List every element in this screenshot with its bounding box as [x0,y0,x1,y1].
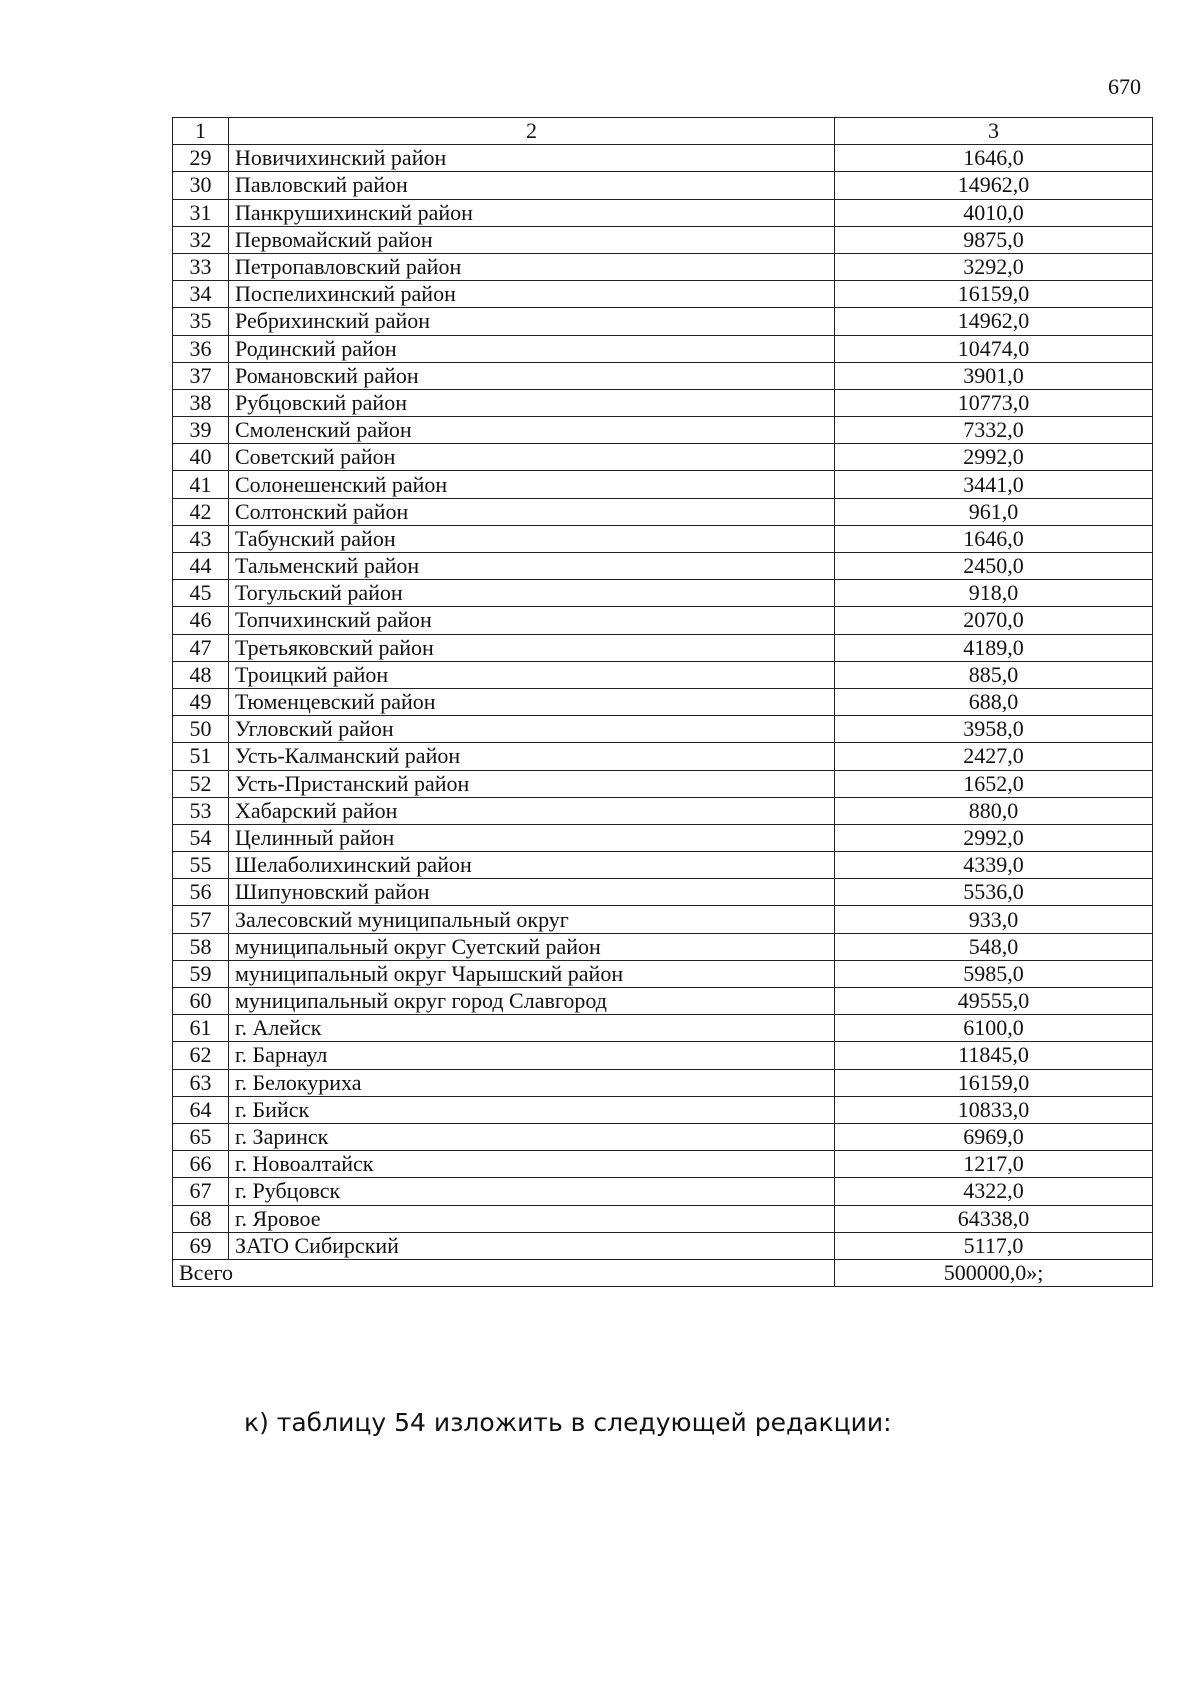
row-name-cell: муниципальный округ Суетский район [229,933,835,960]
row-value-cell: 2427,0 [835,743,1153,770]
row-number-cell: 50 [173,716,229,743]
table-row [173,716,1153,743]
table-row [173,1015,1153,1042]
table-row [173,879,1153,906]
table-row [173,988,1153,1015]
table-row [173,661,1153,688]
row-number-cell: 53 [173,797,229,824]
row-value-cell: 4339,0 [835,852,1153,879]
row-number-cell: 32 [173,226,229,253]
table-row [173,1096,1153,1123]
row-name-cell: Тальменский район [229,553,835,580]
row-value-cell: 5985,0 [835,960,1153,987]
row-number-cell: 41 [173,471,229,498]
row-value-cell: 10773,0 [835,389,1153,416]
table-row [173,281,1153,308]
row-number-cell: 45 [173,580,229,607]
row-value-cell: 3292,0 [835,253,1153,280]
row-number-cell: 67 [173,1178,229,1205]
row-number-cell: 47 [173,634,229,661]
row-name-cell: Смоленский район [229,417,835,444]
row-name-cell: г. Заринск [229,1123,835,1150]
row-value-cell: 2070,0 [835,607,1153,634]
table-row [173,607,1153,634]
row-name-cell: Хабарский район [229,797,835,824]
row-value-cell: 10833,0 [835,1096,1153,1123]
row-name-cell: Шипуновский район [229,879,835,906]
row-name-cell: Тюменцевский район [229,688,835,715]
row-number-cell: 62 [173,1042,229,1069]
row-value-cell: 880,0 [835,797,1153,824]
table-row [173,389,1153,416]
row-number-cell: 54 [173,824,229,851]
row-number-cell: 64 [173,1096,229,1123]
table-body [173,118,1153,1287]
table-row [173,253,1153,280]
row-number-cell: 36 [173,335,229,362]
row-number-cell: 30 [173,172,229,199]
row-number-cell: 59 [173,960,229,987]
row-number-cell: 39 [173,417,229,444]
table-row [173,199,1153,226]
row-name-cell: Советский район [229,444,835,471]
row-number-cell: 46 [173,607,229,634]
row-value-cell: 1646,0 [835,145,1153,172]
allocation-table [172,117,1153,1287]
row-name-cell: Угловский район [229,716,835,743]
row-value-cell: 5117,0 [835,1232,1153,1259]
row-value-cell: 6100,0 [835,1015,1153,1042]
row-name-cell: Поспелихинский район [229,281,835,308]
table-row [173,1069,1153,1096]
row-value-cell: 961,0 [835,498,1153,525]
row-name-cell: г. Белокуриха [229,1069,835,1096]
row-name-cell: Солтонский район [229,498,835,525]
row-value-cell: 918,0 [835,580,1153,607]
row-name-cell: Усть-Калманский район [229,743,835,770]
instruction-text: к) таблицу 54 изложить в следующей редакции: [244,1408,892,1437]
row-name-cell: Рубцовский район [229,389,835,416]
row-number-cell: 44 [173,553,229,580]
table-row [173,308,1153,335]
row-name-cell: Усть-Пристанский район [229,770,835,797]
table-row [173,417,1153,444]
row-name-cell: г. Новоалтайск [229,1151,835,1178]
row-value-cell: 9875,0 [835,226,1153,253]
row-number-cell: 63 [173,1069,229,1096]
table-total-row [173,1259,1153,1286]
row-name-cell: Шелаболихинский район [229,852,835,879]
table-row [173,960,1153,987]
row-name-cell: Первомайский район [229,226,835,253]
row-name-cell: Тогульский район [229,580,835,607]
row-value-cell: 3958,0 [835,716,1153,743]
row-number-cell: 69 [173,1232,229,1259]
row-number-cell: 37 [173,362,229,389]
row-value-cell: 2992,0 [835,824,1153,851]
row-value-cell: 933,0 [835,906,1153,933]
row-name-cell: муниципальный округ Чарышский район [229,960,835,987]
table-row [173,172,1153,199]
row-value-cell: 2450,0 [835,553,1153,580]
row-number-cell: 49 [173,688,229,715]
row-value-cell: 3901,0 [835,362,1153,389]
row-number-cell: 38 [173,389,229,416]
row-value-cell: 1217,0 [835,1151,1153,1178]
row-number-cell: 43 [173,525,229,552]
table-row [173,770,1153,797]
row-number-cell: 42 [173,498,229,525]
row-number-cell: 52 [173,770,229,797]
table-row [173,1232,1153,1259]
row-value-cell: 11845,0 [835,1042,1153,1069]
row-number-cell: 58 [173,933,229,960]
row-number-cell: 31 [173,199,229,226]
row-name-cell: г. Рубцовск [229,1178,835,1205]
row-number-cell: 56 [173,879,229,906]
row-number-cell: 51 [173,743,229,770]
row-name-cell: муниципальный округ город Славгород [229,988,835,1015]
table-row [173,1123,1153,1150]
row-number-cell: 68 [173,1205,229,1232]
table-row [173,580,1153,607]
row-name-cell: г. Яровое [229,1205,835,1232]
row-name-cell: Третьяковский район [229,634,835,661]
row-value-cell: 1646,0 [835,525,1153,552]
row-value-cell: 3441,0 [835,471,1153,498]
row-number-cell: 60 [173,988,229,1015]
row-name-cell: Новичихинский район [229,145,835,172]
table-row [173,471,1153,498]
row-value-cell: 14962,0 [835,308,1153,335]
total-value-cell: 500000,0»; [835,1259,1153,1286]
row-value-cell: 885,0 [835,661,1153,688]
header-cell-name: 2 [229,118,835,145]
row-value-cell: 2992,0 [835,444,1153,471]
row-number-cell: 61 [173,1015,229,1042]
row-name-cell: Родинский район [229,335,835,362]
table-row [173,634,1153,661]
table-header-row [173,118,1153,145]
row-value-cell: 49555,0 [835,988,1153,1015]
row-name-cell: Романовский район [229,362,835,389]
row-value-cell: 5536,0 [835,879,1153,906]
table-row [173,1042,1153,1069]
row-number-cell: 40 [173,444,229,471]
table-row [173,145,1153,172]
table-row [173,852,1153,879]
row-number-cell: 48 [173,661,229,688]
row-name-cell: г. Барнаул [229,1042,835,1069]
page-number: 670 [1108,74,1141,99]
row-number-cell: 35 [173,308,229,335]
row-name-cell: ЗАТО Сибирский [229,1232,835,1259]
row-number-cell: 55 [173,852,229,879]
row-value-cell: 688,0 [835,688,1153,715]
table-row [173,362,1153,389]
row-name-cell: Троицкий район [229,661,835,688]
table-row [173,335,1153,362]
row-value-cell: 64338,0 [835,1205,1153,1232]
row-value-cell: 6969,0 [835,1123,1153,1150]
table-row [173,1205,1153,1232]
row-value-cell: 16159,0 [835,281,1153,308]
row-name-cell: Топчихинский район [229,607,835,634]
table-row [173,498,1153,525]
table-row [173,1151,1153,1178]
table-row [173,525,1153,552]
row-name-cell: Панкрушихинский район [229,199,835,226]
table-row [173,1178,1153,1205]
row-value-cell: 16159,0 [835,1069,1153,1096]
row-number-cell: 34 [173,281,229,308]
row-name-cell: Петропавловский район [229,253,835,280]
table-row [173,797,1153,824]
row-name-cell: Ребрихинский район [229,308,835,335]
table-row [173,933,1153,960]
row-value-cell: 4189,0 [835,634,1153,661]
table-row [173,906,1153,933]
row-number-cell: 33 [173,253,229,280]
row-value-cell: 10474,0 [835,335,1153,362]
row-value-cell: 4322,0 [835,1178,1153,1205]
row-value-cell: 7332,0 [835,417,1153,444]
total-label-cell: Всего [173,1259,835,1286]
row-number-cell: 65 [173,1123,229,1150]
row-name-cell: Залесовский муниципальный округ [229,906,835,933]
row-number-cell: 57 [173,906,229,933]
header-cell-value: 3 [835,118,1153,145]
row-value-cell: 1652,0 [835,770,1153,797]
row-name-cell: Целинный район [229,824,835,851]
row-name-cell: г. Бийск [229,1096,835,1123]
row-number-cell: 66 [173,1151,229,1178]
row-name-cell: Солонешенский район [229,471,835,498]
table-row [173,226,1153,253]
row-name-cell: Табунский район [229,525,835,552]
table-row [173,553,1153,580]
row-value-cell: 548,0 [835,933,1153,960]
table-row [173,824,1153,851]
table-row [173,444,1153,471]
row-name-cell: г. Алейск [229,1015,835,1042]
row-value-cell: 4010,0 [835,199,1153,226]
row-name-cell: Павловский район [229,172,835,199]
table-row [173,743,1153,770]
row-value-cell: 14962,0 [835,172,1153,199]
row-number-cell: 29 [173,145,229,172]
header-cell-number: 1 [173,118,229,145]
table-row [173,688,1153,715]
